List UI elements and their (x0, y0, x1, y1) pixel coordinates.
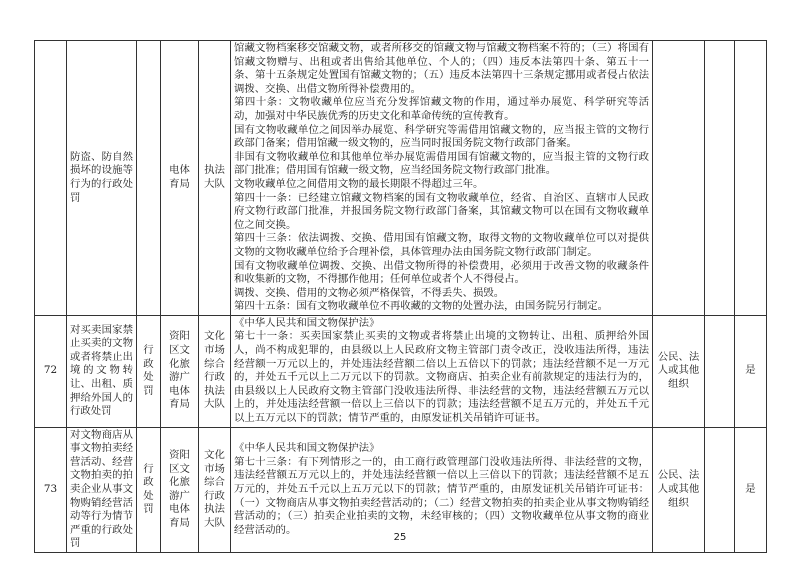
power-list-table (34, 40, 767, 553)
item-category (137, 41, 161, 316)
basis-paragraph: 文物收藏单位之间借用文物的最长期限不得超过三年。 (234, 177, 484, 190)
row-number: 72 (35, 315, 67, 427)
implementing-subject: 资阳区文化旅游广电体育局 (161, 427, 199, 552)
basis-paragraph: 非国有文物收藏单位和其他单位举办展览需借用国有馆藏文物的，应当报主管的文物行政部门批准；借用国有馆藏一级文物，应当经国务院文物行政部门批准。 (234, 150, 649, 177)
item-category: 行政处罚 (137, 315, 161, 427)
undertaking-department: 文化市场综合行政执法大队 (199, 315, 231, 427)
item-name: 防盗、防自然损坏的设施等行为的行政处罚 (67, 41, 137, 316)
applicable-flag (735, 41, 767, 316)
management-target: 公民、法人或其他组织 (653, 315, 705, 427)
implementing-subject: 资阳区文化旅游广电体育局 (161, 315, 199, 427)
basis-paragraph: 第七十三条：有下列情形之一的，由工商行政管理部门没收违法所得、非法经营的文物，违法经营额五万元以上的，并处违法经营额一倍以上三倍以下的罚款；违法经营额不足五万元的，并处五千元以上五万元以下的罚款；情节严重的，由原发证机关吊销许可证书：（一）文物商店从事文物拍卖经营活动的；（二）经营文物拍卖的拍卖企业从事文物购销经营活动的；（三）拍卖企业拍卖的文物，未经审核的；（四）文物收藏单位从事文物的商业经营活动的。 (234, 455, 649, 536)
item-category: 行政处罚 (137, 427, 161, 552)
basis-paragraph: 第四十条：文物收藏单位应当充分发挥馆藏文物的作用，通过举办展览、科学研究等活动，加强对中华民族优秀的历史文化和革命传统的宣传教育。 (234, 96, 649, 122)
undertaking-department: 执法大队 (199, 41, 231, 316)
row-number: 73 (35, 427, 67, 552)
basis-paragraph: 国有文物收藏单位之间因举办展览、科学研究等需借用馆藏文物的，应当报主管的文物行政部门备案；借用馆藏一级文物的，应当同时报国务院文物行政部门备案。 (234, 123, 649, 150)
basis-paragraph: 第四十五条：国有文物收藏单位不再收藏的文物的处置办法，由国务院另行制定。 (234, 300, 609, 313)
basis-paragraph: 第四十三条：依法调拨、交换、借用国有馆藏文物，取得文物的文物收藏单位可以对提供文物的文物收藏单位给予合理补偿，具体管理办法由国务院文物行政部门制定。 (234, 232, 649, 258)
applicable-flag: 是 (735, 315, 767, 427)
page-number: 25 (393, 532, 407, 543)
basis-paragraph: 第七十一条：买卖国家禁止买卖的文物或者将禁止出境的文物转让、出租、质押给外国人，尚不构成犯罪的，由县级以上人民政府文物主管部门责令改正，没收违法所得，违法经营额一万元以上的，并处违法经营额二倍以上五倍以下的罚款；违法经营额不足一万元的，并处五千元以上二万元以下的罚款。文物商店、拍卖企业有前款规定的违法行为的，由县级以上人民政府文物主管部门没收违法所得、非法经营的文物，违法经营额五万元以上的，并处违法经营额一倍以上三倍以下的罚款；违法经营额不足五万元的，并处五千元以上五万元以下的罚款；情节严重的，由原发证机关吊销许可证书。 (234, 330, 649, 425)
basis-paragraph: 调拨、交换、借用的文物必须严格保管，不得丢失、损毁。 (234, 286, 505, 299)
legal-basis (231, 315, 653, 427)
management-target: 公民、法人或其他组织 (653, 427, 705, 552)
item-name: 对文物商店从事文物拍卖经营活动、经营文物拍卖的拍卖企业从事文物购销经营活动等行为情节严重的行政处罚 (67, 427, 137, 552)
table-row (35, 315, 767, 427)
blank-cell (705, 41, 735, 316)
table-row (35, 41, 767, 316)
applicable-flag: 是 (735, 427, 767, 552)
basis-paragraph: 馆藏文物档案移交馆藏文物，或者所移交的馆藏文物与馆藏文物档案不符的；（三）将国有馆藏文物赠与、出租或者出售给其他单位、个人的；（四）违反本法第四十条、第五十一条、第十五条规定处置国有馆藏文物的；（五）违反本法第四十三条规定挪用或者侵占依法调拨、交换、出借文物所得补偿费用的。 (234, 42, 649, 95)
law-title: 《中华人民共和国文物保护法》 (234, 316, 380, 329)
item-name: 对买卖国家禁止买卖的文物或者将禁止出境的文物转让、出租、质押给外国人的行政处罚 (67, 315, 137, 427)
legal-basis (231, 41, 653, 316)
blank-cell (705, 315, 735, 427)
undertaking-department: 文化市场综合行政执法大队 (199, 427, 231, 552)
law-title: 《中华人民共和国文物保护法》 (234, 442, 380, 455)
basis-paragraph: 第四十一条：已经建立馆藏文物档案的国有文物收藏单位，经省、自治区、直辖市人民政府文物行政部门批准，并报国务院文物行政部门备案，其馆藏文物可以在国有文物收藏单位之间交换。 (234, 191, 649, 231)
basis-paragraph: 国有文物收藏单位调拨、交换、出借文物所得的补偿费用，必须用于改善文物的收藏条件和收集新的文物，不得挪作他用；任何单位或者个人不得侵占。 (234, 259, 649, 286)
management-target (653, 41, 705, 316)
row-number (35, 41, 67, 316)
implementing-subject: 电体育局 (161, 41, 199, 316)
